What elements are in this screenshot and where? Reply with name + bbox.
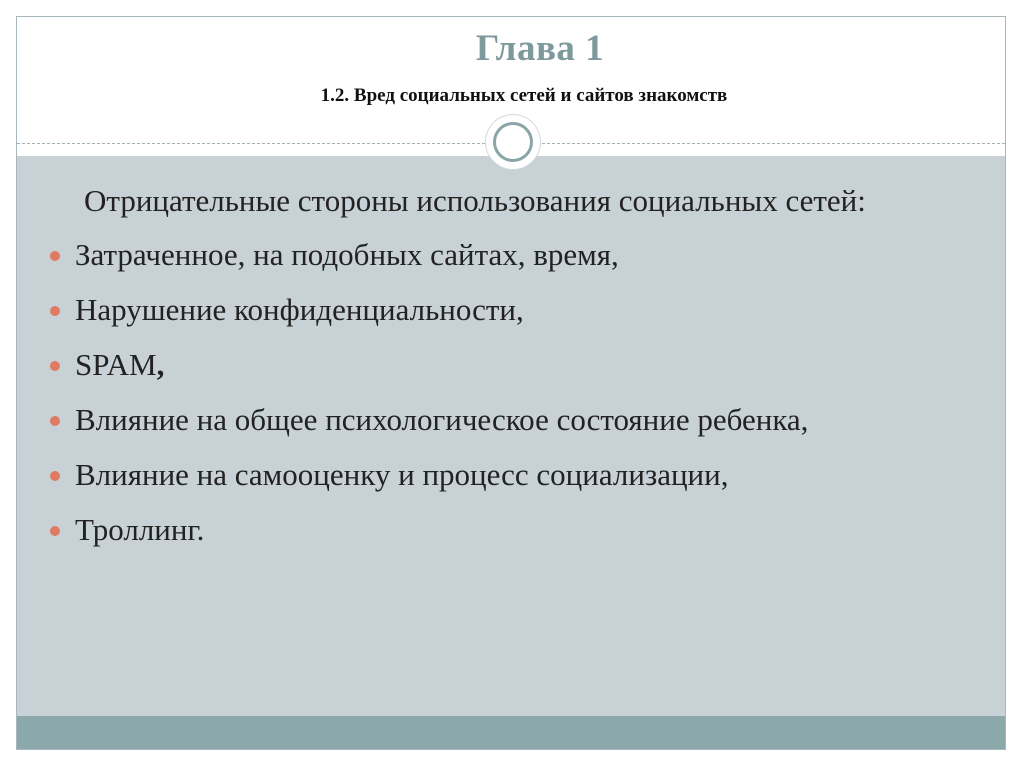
circle-ring-icon: [486, 115, 540, 169]
list-item-text: SPAM: [75, 347, 157, 382]
list-item: [45, 237, 985, 273]
bullet-dot-icon: [50, 526, 60, 536]
list-item-suffix: ,: [156, 347, 165, 382]
list-item-text: Влияние на самооценку и процесс социализации,: [75, 457, 729, 492]
slide-frame: [16, 16, 1006, 750]
list-item: [45, 292, 985, 328]
list-item-text: Троллинг.: [75, 512, 205, 547]
list-item: [45, 347, 985, 383]
list-item: [45, 402, 985, 438]
bullet-dot-icon: [50, 471, 60, 481]
footer-band: [17, 716, 1005, 750]
intro-text: Отрицательные стороны использования социальных сетей:: [84, 183, 866, 218]
list-item: [45, 457, 985, 493]
bullet-dot-icon: [50, 361, 60, 371]
list-item: [45, 512, 985, 548]
slide-content: [45, 183, 985, 567]
bullet-list: [45, 237, 985, 548]
section-subtitle: 1.2. Вред социальных сетей и сайтов знакомств: [320, 85, 728, 106]
list-item-text: Влияние на общее психологическое состояние ребенка,: [75, 402, 809, 437]
list-item-text: Затраченное, на подобных сайтах, время,: [75, 237, 619, 272]
bullet-dot-icon: [50, 306, 60, 316]
chapter-title: Глава 1: [475, 28, 605, 69]
bullet-dot-icon: [50, 251, 60, 261]
list-item-text: Нарушение конфиденциальности,: [75, 292, 524, 327]
bullet-dot-icon: [50, 416, 60, 426]
